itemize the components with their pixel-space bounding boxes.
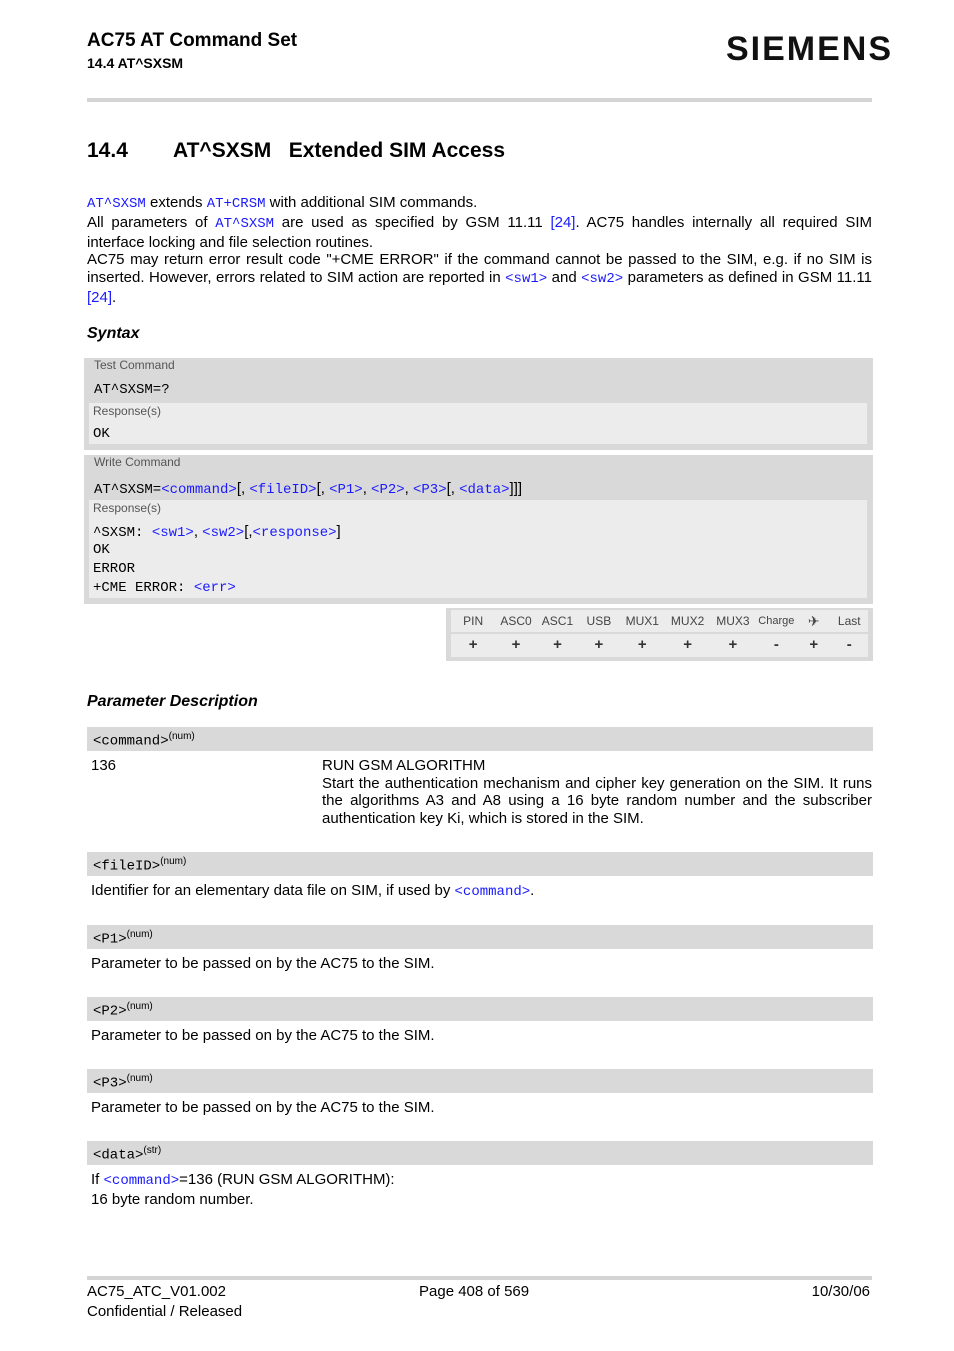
availability-header-mux2: MUX2 [670,614,705,628]
param-value-description [322,757,872,827]
intro-text-fragment: and [547,269,582,287]
syntax-heading: Syntax [87,325,140,342]
write-response-line-1 [93,522,341,543]
test-response-box [89,403,867,444]
availability-header-airplane-icon: ✈ [807,613,820,629]
param-type: (num) [126,1073,153,1084]
link-at-sxsm[interactable]: AT^SXSM [87,196,146,212]
separator: , [193,523,203,540]
description-text: =136 (RUN GSM ALGORITHM): [179,1171,395,1188]
intro-text-fragment: with additional SIM commands. [265,194,478,211]
availability-header-row [451,610,868,632]
description-text: . [530,882,535,899]
separator: [, [236,480,250,497]
param-link-p2[interactable]: <P2> [371,482,405,498]
param-link-p1[interactable]: <P1> [329,482,363,498]
test-command-box [84,358,873,450]
reference-link-24[interactable]: [24] [550,213,576,231]
write-command-box [84,455,873,604]
param-value-title: RUN GSM ALGORITHM [322,757,486,774]
separator: , [362,480,372,497]
separator: ] [336,523,341,540]
param-name [93,1073,153,1092]
write-response-line-3: ERROR [93,561,136,577]
param-header-data [87,1141,873,1165]
param-link-p3[interactable]: <P3> [413,482,447,498]
availability-value-airplane: + [809,636,819,653]
separator: [, [446,480,460,497]
availability-value-pin: + [468,636,478,653]
section-title-text: AT^SXSM Extended SIM Access [173,139,506,162]
param-link-command[interactable]: <command> [161,482,237,498]
param-link-fileid[interactable]: <fileID> [249,482,317,498]
availability-value-asc0: + [511,636,521,653]
footer-page-number: Page 408 of 569 [419,1283,530,1300]
param-link-response[interactable]: <response> [252,525,337,541]
link-sw2[interactable]: <sw2> [581,271,624,288]
availability-header-asc1: ASC1 [541,614,574,628]
footer-date: 10/30/06 [811,1283,870,1300]
param-name-text: <data> [93,1147,144,1164]
write-response-line-2: OK [93,542,110,558]
param-name-text: <P1> [93,931,127,948]
intro-text-fragment: are used as specified by GSM 11.11 [274,213,551,231]
intro-text-fragment: extends [145,194,207,211]
availability-value-mux1: + [637,636,647,653]
command-prefix: AT^SXSM= [94,482,162,498]
description-line-1 [91,1171,395,1191]
response-prefix: ^SXSM: [93,525,152,541]
intro-text [87,194,872,307]
param-type: (num) [126,1001,153,1012]
param-header-fileid [87,852,873,876]
availability-value-charge: - [773,636,779,653]
write-response-label: Response(s) [93,501,162,515]
availability-header-mux3: MUX3 [716,614,750,628]
intro-text-fragment: All parameters of [87,213,216,231]
separator: [, [244,523,253,540]
reference-link-24[interactable]: [24] [87,288,113,306]
test-response-label: Response(s) [93,404,162,418]
write-command-label: Write Command [94,455,181,469]
description-text: If [91,1171,104,1188]
param-value-136: 136 [91,757,117,774]
param-type: (num) [168,731,195,742]
param-description-data [91,1171,395,1208]
intro-text-fragment: AC75 may return error result code "+CME ERROR" if the command cannot be passed to the SIM, e.g. if no SIM is inserted. However, errors related to SIM action are reported in [87,251,872,287]
footer-doc-id: AC75_ATC_V01.002 [87,1283,226,1300]
availability-header-usb: USB [586,614,612,628]
section-reference: 14.4 AT^SXSM [87,55,184,71]
param-description-p2: Parameter to be passed on by the AC75 to the SIM. [91,1027,435,1044]
siemens-logo: SIEMENS [726,30,894,68]
test-command-label: Test Command [94,358,175,372]
param-name-text: <fileID> [93,858,161,875]
param-link-sw1[interactable]: <sw1> [151,525,194,541]
availability-table [446,608,873,661]
param-type: (num) [160,856,187,867]
param-type: (num) [126,929,153,940]
param-description-p1: Parameter to be passed on by the AC75 to the SIM. [91,955,435,972]
availability-value-usb: + [594,636,604,653]
write-response-line-4 [93,579,236,598]
availability-value-last: - [846,636,852,653]
param-name-text: <command> [93,733,169,750]
availability-header-charge: Charge [758,615,795,627]
param-link-sw2[interactable]: <sw2> [202,525,245,541]
param-header-p2 [87,997,873,1021]
footer-divider [87,1276,872,1280]
test-command-syntax: AT^SXSM=? [94,382,170,398]
link-at-sxsm[interactable]: AT^SXSM [215,215,275,232]
separator: [, [316,480,330,497]
param-link-command[interactable]: <command> [454,884,531,900]
intro-text-fragment: parameters as defined in GSM 11.11 [623,269,872,287]
availability-value-mux2: + [683,636,692,653]
test-response-value: OK [93,426,110,442]
param-link-err[interactable]: <err> [193,580,236,596]
description-line-2: 16 byte random number. [91,1190,254,1208]
availability-value-asc1: + [553,636,562,653]
availability-value-mux3: + [728,636,738,653]
availability-header-pin: PIN [463,614,484,628]
write-response-box [89,500,867,598]
document-title: AC75 AT Command Set [87,30,298,51]
header-divider [87,98,872,102]
param-name [93,1145,161,1164]
availability-header-asc0: ASC0 [500,614,532,628]
param-value-text: Start the authentication mechanism and cipher key generation on the SIM. It runs the algorithms A3 and A8 using a 16 byte random number and the subscriber authentication key Ki, which is stored in the SIM. [322,774,872,827]
description-text: Identifier for an elementary data file on SIM, if used by [91,882,455,899]
param-link-data[interactable]: <data> [459,482,510,498]
availability-value-row [451,634,868,657]
availability-header-mux1: MUX1 [625,614,659,628]
separator: , [404,480,413,497]
param-name-text: <P3> [93,1075,127,1092]
param-link-command[interactable]: <command> [103,1173,180,1189]
param-description-p3: Parameter to be passed on by the AC75 to the SIM. [91,1099,435,1116]
footer-status: Confidential / Released [87,1303,243,1320]
param-type: (str) [143,1145,162,1156]
param-name [93,856,186,875]
param-name [93,731,195,750]
param-name-text: <P2> [93,1003,127,1020]
param-name [93,1001,153,1020]
param-header-p1 [87,925,873,949]
parameter-description-heading: Parameter Description [87,693,258,710]
intro-text-fragment: . AC75 handles internally all required SIM interface locking and file selection routines. [87,213,872,251]
response-prefix: +CME ERROR: [93,580,194,596]
link-sw1[interactable]: <sw1> [505,271,548,288]
link-at-crsm[interactable]: AT+CRSM [206,196,266,212]
param-header-command [87,727,873,751]
section-number: 14.4 [87,139,128,162]
availability-header-last: Last [837,614,861,628]
section-title [87,139,505,163]
write-command-syntax [94,479,522,500]
param-name [93,929,153,948]
param-description-fileid [91,882,534,902]
separator: ]]] [509,480,523,497]
intro-text-fragment: . [112,288,117,306]
param-header-p3 [87,1069,873,1093]
